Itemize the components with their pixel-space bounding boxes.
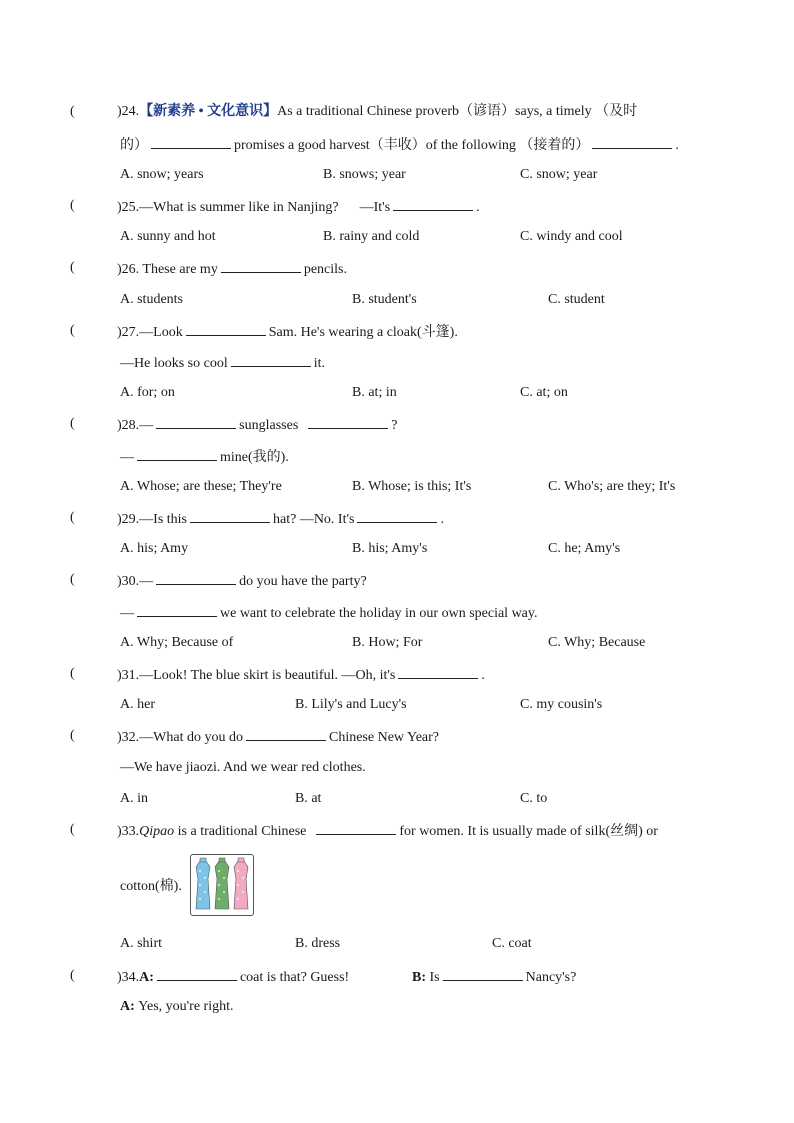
speaker-label: A: (120, 999, 135, 1014)
speaker-label: B: (412, 970, 426, 985)
question-33 (117, 821, 658, 841)
option-a: A. his; Amy (120, 541, 189, 556)
answer-blank[interactable] (357, 509, 437, 523)
question-text: . (440, 512, 444, 527)
question-text: As a traditional Chinese proverb（谚语）says, a timely （及时 (277, 104, 638, 119)
question-31 (117, 665, 485, 685)
question-text: — (120, 606, 134, 621)
question-text: coat is that? Guess! (239, 970, 350, 985)
option-a: A. shirt (120, 936, 162, 951)
answer-paren: ( (70, 572, 75, 587)
qipao-dress (196, 861, 210, 909)
question-34-line2 (120, 998, 234, 1016)
option-c: C. Why; Because (548, 635, 646, 650)
question-text: ? (391, 418, 398, 433)
option-b: B. at; in (352, 385, 397, 400)
question-text: Nancy's? (525, 970, 577, 985)
answer-blank[interactable] (157, 967, 237, 981)
answer-blank[interactable] (156, 571, 236, 585)
qipao-pattern-dot (223, 877, 225, 879)
answer-blank[interactable] (156, 415, 236, 429)
answer-blank[interactable] (592, 135, 672, 149)
qipao-image (190, 854, 254, 916)
answer-paren: ( (70, 666, 75, 681)
qipao-collar (238, 858, 244, 862)
option-c: C. snow; year (520, 167, 598, 182)
question-text: —It's (359, 200, 391, 215)
question-30 (117, 571, 367, 591)
question-32-line2: —We have jiaozi. And we wear red clothes. (120, 760, 366, 775)
option-b: B. snows; year (323, 167, 406, 182)
qipao-pattern-dot (237, 898, 239, 900)
question-32 (117, 727, 439, 747)
option-c: C. student (548, 292, 605, 307)
option-b: B. dress (295, 936, 341, 951)
question-text: we want to celebrate the holiday in our own special way. (220, 606, 538, 621)
answer-paren: ( (70, 198, 75, 213)
question-text: )28.— (117, 418, 154, 433)
answer-blank[interactable] (393, 197, 473, 211)
question-34 (117, 967, 349, 987)
question-text: )31.—Look! The blue skirt is beautiful. —Oh, it's (117, 668, 396, 683)
qipao-dress (234, 861, 248, 909)
answer-blank[interactable] (221, 259, 301, 273)
qipao-pattern-dot (237, 870, 239, 872)
option-a: A. Whose; are these; They're (120, 479, 282, 494)
question-text: —He looks so cool (120, 356, 228, 371)
question-text: . (481, 668, 485, 683)
question-28-line2 (120, 447, 289, 467)
option-a: A. students (120, 292, 183, 307)
question-number: )24. (117, 104, 140, 119)
question-text: mine(我的). (220, 450, 289, 465)
question-tag: 【新素养 • 文化意识】 (139, 104, 278, 119)
option-b: B. at (295, 791, 322, 806)
option-a: A. in (120, 791, 148, 806)
question-27-line2 (120, 353, 325, 373)
option-c: C. Who's; are they; It's (548, 479, 676, 494)
option-b: B. How; For (352, 635, 423, 650)
answer-blank[interactable] (246, 727, 326, 741)
option-c: C. to (520, 791, 548, 806)
qipao-dress (215, 861, 229, 909)
question-27 (117, 322, 458, 342)
question-text: )32.—What do you do (117, 730, 243, 745)
option-b: B. student's (352, 292, 417, 307)
question-text: )29.—Is this (117, 512, 187, 527)
option-b: B. Whose; is this; It's (352, 479, 472, 494)
answer-paren: ( (70, 416, 75, 431)
answer-blank[interactable] (151, 135, 231, 149)
question-30-line2 (120, 603, 537, 623)
question-text: )34. (117, 970, 140, 985)
answer-blank[interactable] (316, 821, 396, 835)
question-text: sunglasses (239, 418, 299, 433)
question-33-line2: cotton(棉). (120, 879, 182, 894)
qipao-pattern-dot (204, 877, 206, 879)
option-c: C. at; on (520, 385, 568, 400)
question-text: do you have the party? (239, 574, 367, 589)
speaker-label: A: (139, 970, 154, 985)
option-c: C. windy and cool (520, 229, 623, 244)
question-text: Chinese New Year? (328, 730, 440, 745)
qipao-pattern-dot (204, 891, 206, 893)
question-text: Yes, you're right. (138, 999, 234, 1014)
question-text: . (476, 200, 480, 215)
answer-blank[interactable] (308, 415, 388, 429)
question-text: pencils. (303, 262, 347, 277)
qipao-pattern-dot (218, 884, 220, 886)
option-c: C. coat (492, 936, 532, 951)
option-a: A. snow; years (120, 167, 204, 182)
question-text: it. (313, 356, 325, 371)
option-c: C. he; Amy's (548, 541, 621, 556)
question-text: Is (429, 970, 440, 985)
question-text: )26. These are my (117, 262, 218, 277)
question-34-b (412, 967, 576, 987)
answer-blank[interactable] (186, 322, 266, 336)
answer-paren: ( (70, 260, 75, 275)
question-26 (117, 259, 347, 279)
qipao-pattern-dot (199, 870, 201, 872)
option-b: B. rainy and cold (323, 229, 420, 244)
answer-paren: ( (70, 104, 75, 119)
option-a: A. Why; Because of (120, 635, 234, 650)
question-text: . (675, 138, 679, 153)
question-29 (117, 509, 444, 529)
qipao-pattern-dot (199, 884, 201, 886)
answer-paren: ( (70, 968, 75, 983)
question-24 (117, 103, 637, 121)
option-b: B. his; Amy's (352, 541, 428, 556)
option-a: A. her (120, 697, 155, 712)
option-a: A. for; on (120, 385, 175, 400)
question-text: hat? —No. It's (273, 512, 355, 527)
question-text: — (120, 450, 134, 465)
qipao-pattern-dot (218, 898, 220, 900)
option-a: A. sunny and hot (120, 229, 216, 244)
answer-paren: ( (70, 510, 75, 525)
qipao-pattern-dot (199, 898, 201, 900)
question-24-line2 (120, 135, 679, 155)
question-text: Qipao (139, 824, 175, 839)
answer-blank[interactable] (443, 967, 523, 981)
qipao-pattern-dot (218, 870, 220, 872)
question-text: promises a good harvest（丰收）of the following （接着的） (234, 138, 590, 153)
qipao-pattern-dot (237, 884, 239, 886)
question-text: )27.—Look (117, 325, 183, 340)
answer-paren: ( (70, 822, 75, 837)
question-text: )33. (117, 824, 140, 839)
option-b: B. Lily's and Lucy's (295, 697, 407, 712)
question-text: for women. It is usually made of silk(丝绸) or (399, 824, 658, 839)
qipao-pattern-dot (223, 891, 225, 893)
answer-blank[interactable] (137, 603, 217, 617)
answer-blank[interactable] (190, 509, 270, 523)
qipao-collar (219, 858, 225, 862)
question-text: )30.— (117, 574, 154, 589)
answer-paren: ( (70, 323, 75, 338)
question-text: is a traditional Chinese (177, 824, 307, 839)
qipao-collar (200, 858, 206, 862)
option-c: C. my cousin's (520, 697, 603, 712)
answer-blank[interactable] (137, 447, 217, 461)
qipao-dresses-icon (191, 855, 253, 915)
question-25 (117, 197, 480, 217)
question-text: 的） (120, 138, 148, 153)
qipao-pattern-dot (242, 891, 244, 893)
answer-paren: ( (70, 728, 75, 743)
answer-blank[interactable] (398, 665, 478, 679)
question-28 (117, 415, 398, 435)
question-text: )25.—What is summer like in Nanjing? (117, 200, 339, 215)
question-text: Sam. He's wearing a cloak(斗篷). (268, 325, 458, 340)
qipao-pattern-dot (242, 877, 244, 879)
answer-blank[interactable] (231, 353, 311, 367)
